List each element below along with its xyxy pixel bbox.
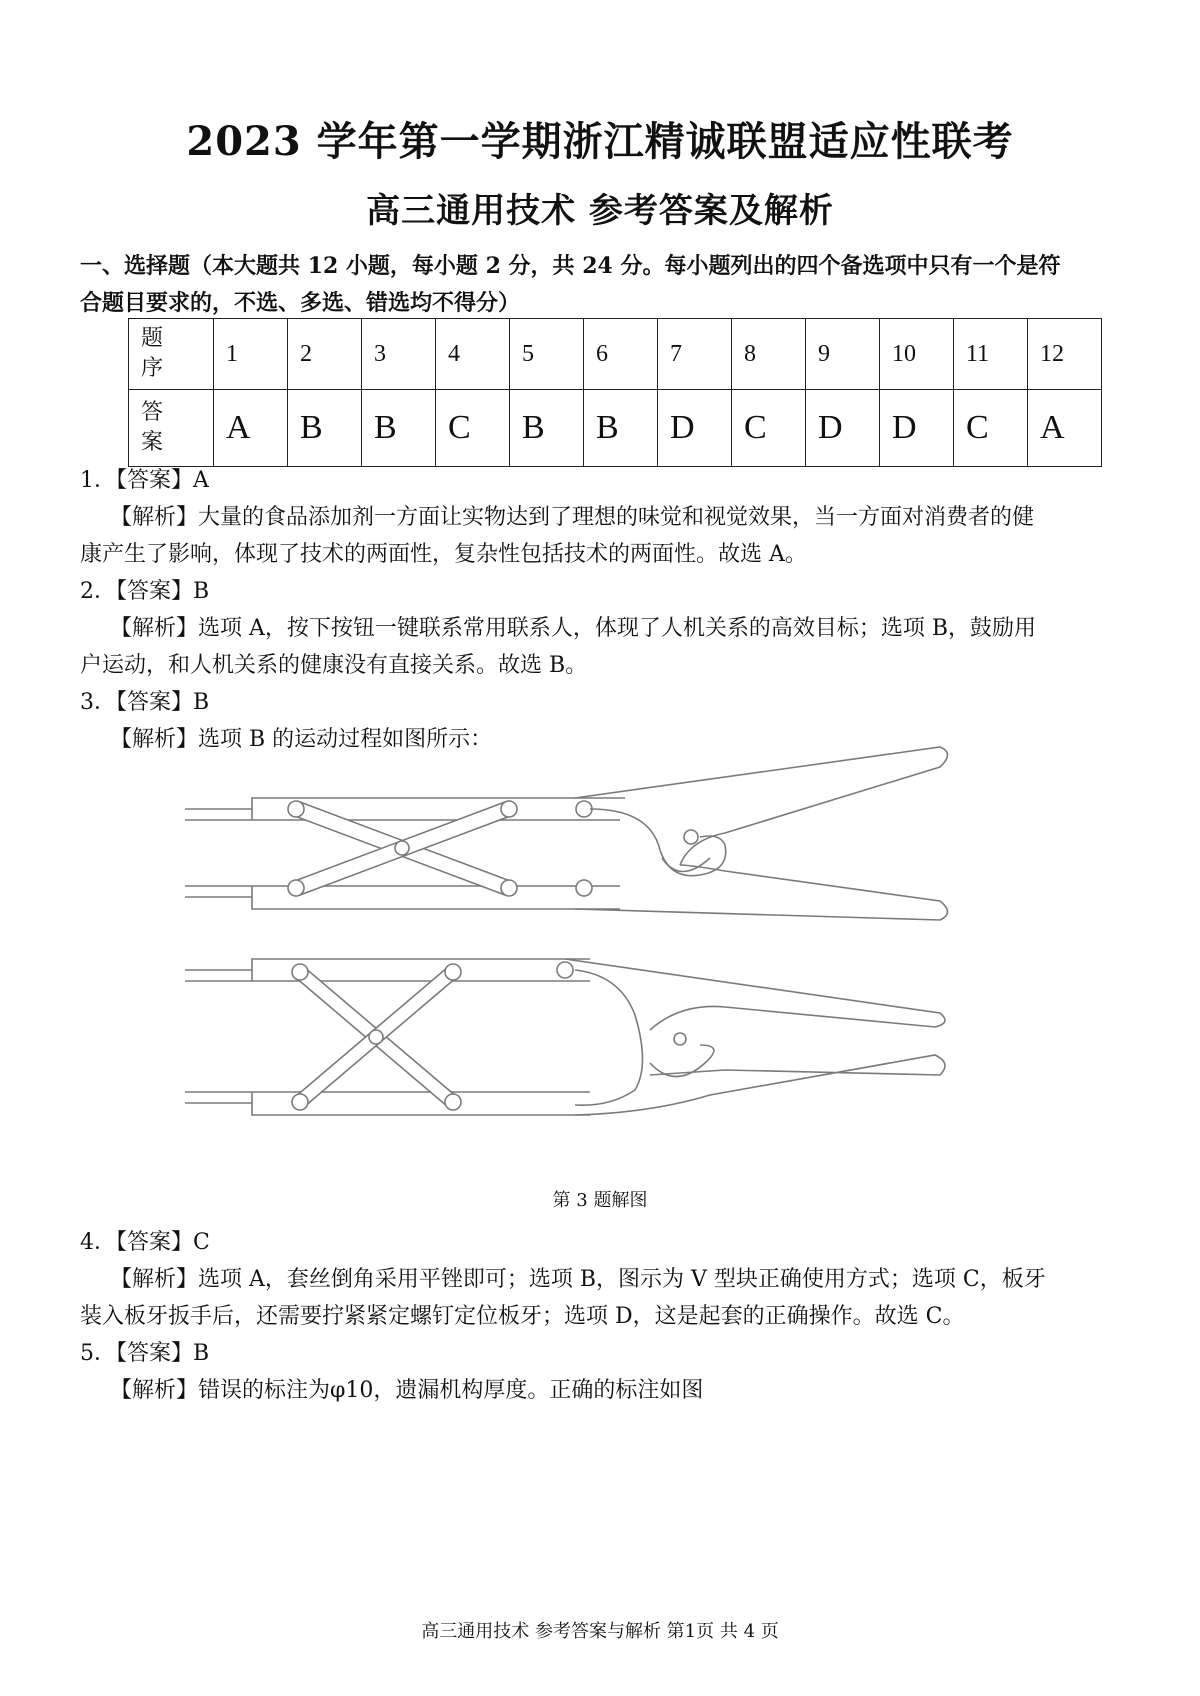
question-4-analysis-line-2: 装入板牙扳手后，还需要拧紧紧定螺钉定位板牙；选项 D，这是起套的正确操作。故选 C。 bbox=[80, 1304, 965, 1329]
question-2-analysis-line-1: 【解析】选项 A，按下按钮一键联系常用联系人，体现了人机关系的高效目标；选项 B，鼓励用 bbox=[110, 616, 1037, 641]
question-number-cell: 5 bbox=[510, 319, 584, 390]
question-4-answer: 4．【答案】C bbox=[80, 1230, 210, 1255]
question-number-cell: 7 bbox=[658, 319, 732, 390]
question-2-analysis-line-2: 户运动，和人机关系的健康没有直接关系。故选 B。 bbox=[80, 653, 588, 678]
table-header-cell bbox=[129, 390, 214, 467]
answer-cell: D bbox=[658, 390, 732, 467]
figure-caption: 第 3 题解图 bbox=[552, 1190, 648, 1211]
section-heading bbox=[80, 248, 1130, 322]
question-1-analysis-line-2: 康产生了影响，体现了技术的两面性，复杂性包括技术的两面性。故选 A。 bbox=[80, 542, 807, 567]
lower-frame-bottom-rail bbox=[185, 1103, 590, 1115]
document-title: 2023 学年第一学期浙江精诚联盟适应性联考 bbox=[186, 118, 1014, 165]
upper-mechanism bbox=[185, 747, 948, 920]
lower-clamp-jaw-bottom bbox=[575, 1055, 945, 1115]
answer-cell: B bbox=[584, 390, 658, 467]
question-number-cell: 6 bbox=[584, 319, 658, 390]
upper-spring-pivot bbox=[684, 830, 698, 844]
upper-frame-top-rail-lower-edge bbox=[185, 809, 620, 820]
pivot-pin bbox=[288, 801, 304, 817]
section-heading-line-1: 一、选择题（本大题共 12 小题，每小题 2 分，共 24 分。每小题列出的四个备选项中只有一个是符 bbox=[80, 253, 1061, 279]
header-char: 案 bbox=[141, 430, 164, 455]
question-number-cell: 1 bbox=[214, 319, 288, 390]
answer-cell: B bbox=[510, 390, 584, 467]
answer-cell: C bbox=[954, 390, 1028, 467]
lower-frame-top-rail bbox=[185, 959, 590, 970]
answer-table-answer-row bbox=[129, 390, 1102, 467]
upper-frame-bottom-rail-lower-edge bbox=[185, 886, 620, 897]
header-char: 序 bbox=[141, 356, 164, 381]
upper-frame-bottom-rail bbox=[185, 897, 620, 909]
answer-table bbox=[128, 318, 1102, 467]
lower-frame-bottom-rail-lower-edge bbox=[185, 1092, 590, 1103]
lower-mechanism bbox=[185, 959, 945, 1115]
pivot-pin bbox=[576, 801, 592, 817]
answer-cell: B bbox=[362, 390, 436, 467]
question-number-cell: 3 bbox=[362, 319, 436, 390]
section-heading-line-2: 合题目要求的，不选、多选、错选均不得分） bbox=[80, 290, 521, 316]
page-footer: 高三通用技术 参考答案与解析 第1页 共 4 页 bbox=[421, 1621, 779, 1642]
question-3-analysis-line-1: 【解析】选项 B 的运动过程如图所示： bbox=[110, 727, 493, 752]
question-1-block bbox=[80, 462, 1130, 573]
answer-cell: C bbox=[732, 390, 806, 467]
pivot-pin bbox=[576, 880, 592, 896]
question-number-cell: 2 bbox=[288, 319, 362, 390]
question-4-block bbox=[80, 1224, 1130, 1335]
lower-spring-pivot bbox=[674, 1033, 686, 1045]
question-5-answer: 5．【答案】B bbox=[80, 1341, 210, 1366]
document-subtitle: 高三通用技术 参考答案及解析 bbox=[366, 191, 834, 231]
pivot-pin bbox=[445, 1094, 461, 1110]
upper-frame-top-rail bbox=[185, 798, 625, 809]
lower-clamp-jaw-top bbox=[565, 959, 945, 1030]
answer-cell: A bbox=[1028, 390, 1102, 467]
pivot-pin bbox=[395, 841, 409, 855]
question-1-answer: 1．【答案】A bbox=[80, 468, 209, 493]
pivot-pin bbox=[501, 880, 517, 896]
pivot-pin bbox=[501, 801, 517, 817]
answer-cell: D bbox=[880, 390, 954, 467]
question-number-cell: 10 bbox=[880, 319, 954, 390]
question-1-analysis-line-1: 【解析】大量的食品添加剂一方面让实物达到了理想的味觉和视觉效果，当一方面对消费者的健 bbox=[110, 505, 1035, 530]
pivot-pin bbox=[445, 964, 461, 980]
question-number-cell: 8 bbox=[732, 319, 806, 390]
pivot-pin bbox=[557, 962, 573, 978]
upper-clamp-jaw-bottom bbox=[575, 865, 948, 920]
pivot-pin bbox=[288, 880, 304, 896]
question-number-cell: 11 bbox=[954, 319, 1028, 390]
question-5-analysis-line-1: 【解析】错误的标注为φ10，遗漏机构厚度。正确的标注如图 bbox=[110, 1378, 704, 1403]
answer-table-number-row bbox=[129, 319, 1102, 390]
upper-clamp-jaw-top bbox=[575, 747, 948, 865]
question-2-answer: 2．【答案】B bbox=[80, 579, 210, 604]
header-char: 题 bbox=[141, 326, 164, 351]
answer-cell: A bbox=[214, 390, 288, 467]
header-char: 答 bbox=[141, 400, 164, 425]
pivot-pin bbox=[369, 1030, 383, 1044]
answer-cell: C bbox=[436, 390, 510, 467]
question-number-cell: 12 bbox=[1028, 319, 1102, 390]
table-header-cell bbox=[129, 319, 214, 390]
question-number-cell: 4 bbox=[436, 319, 510, 390]
mechanism-figure bbox=[180, 745, 1040, 1175]
lower-frame-top-rail-lower-edge bbox=[185, 970, 590, 981]
pivot-pin bbox=[292, 1094, 308, 1110]
question-3-answer: 3．【答案】B bbox=[80, 690, 210, 715]
question-number-cell: 9 bbox=[806, 319, 880, 390]
upper-clamp-spring bbox=[590, 809, 726, 876]
pivot-pin bbox=[292, 964, 308, 980]
lower-clamp-spring bbox=[575, 970, 643, 1105]
answer-cell: B bbox=[288, 390, 362, 467]
question-2-block bbox=[80, 573, 1130, 684]
question-5-block bbox=[80, 1335, 1130, 1409]
answer-cell: D bbox=[806, 390, 880, 467]
question-4-analysis-line-1: 【解析】选项 A，套丝倒角采用平锉即可；选项 B，图示为 V 型块正确使用方式；选项 C，板牙 bbox=[110, 1267, 1046, 1292]
